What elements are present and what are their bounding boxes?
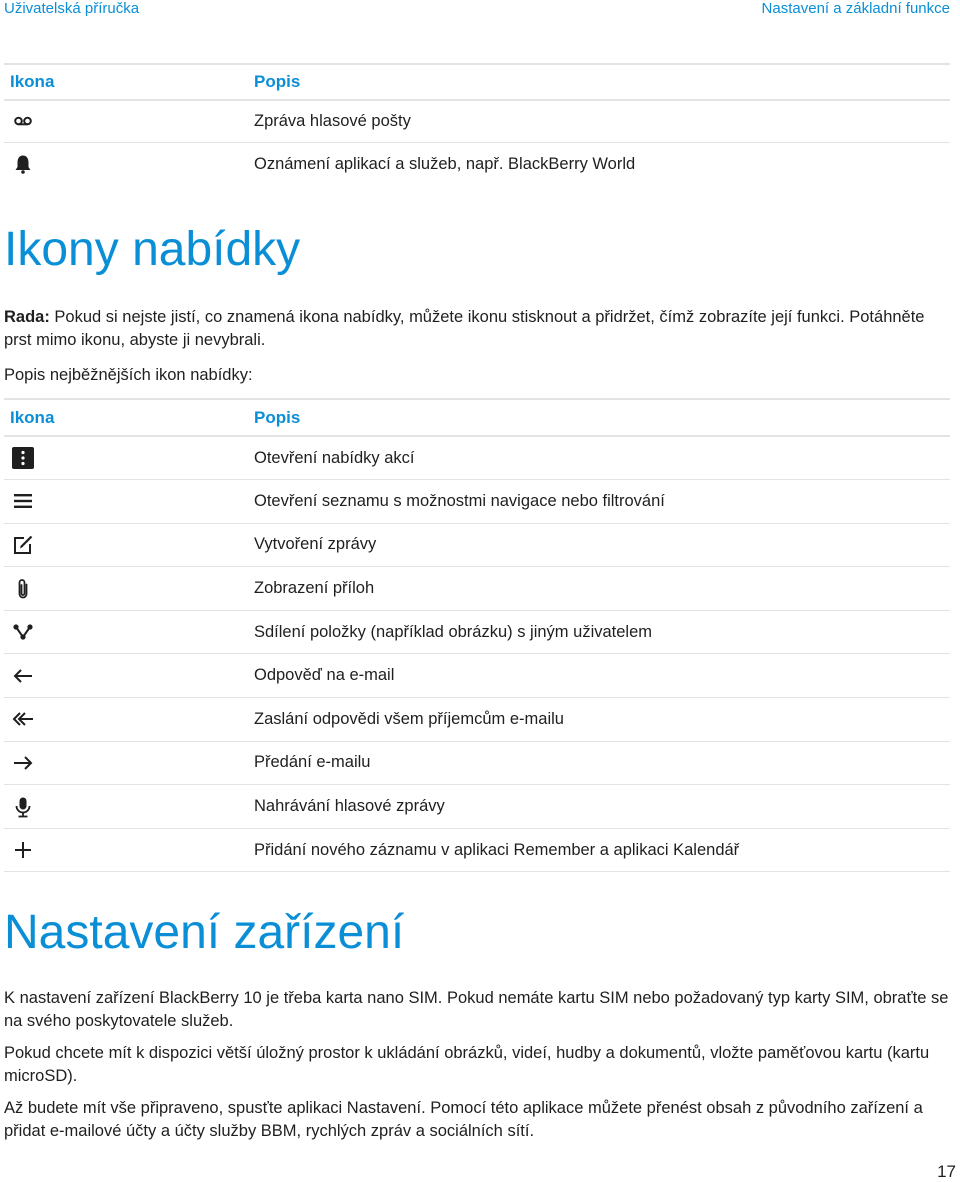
row-description: Oznámení aplikací a služeb, např. BlackBerry World xyxy=(254,154,636,173)
header-doc-title: Uživatelská příručka xyxy=(4,0,140,17)
row-description: Vytvoření zprávy xyxy=(254,535,377,554)
column-header-description: Popis xyxy=(254,72,301,91)
column-header-description: Popis xyxy=(254,407,301,427)
table-row xyxy=(4,654,950,698)
microphone-icon xyxy=(12,796,34,818)
table-row xyxy=(4,100,950,142)
forward-icon xyxy=(12,752,34,774)
menu-icons-intro: Popis nejběžnějších ikon nabídky: xyxy=(4,366,253,384)
menu-icons-table xyxy=(4,398,950,872)
row-description: Zaslání odpovědi všem příjemcům e-mailu xyxy=(254,709,564,728)
voicemail-icon xyxy=(12,110,34,132)
row-description: Otevření nabídky akcí xyxy=(254,448,415,467)
row-description: Předání e-mailu xyxy=(254,753,371,772)
column-header-icon: Ikona xyxy=(10,407,55,427)
hamburger-menu-icon xyxy=(12,490,34,512)
row-description: Otevření seznamu s možnostmi navigace nebo filtrování xyxy=(254,491,665,510)
tip-text: Pokud si nejste jistí, co znamená ikona nabídky, můžete ikonu stisknout a přidržet, čímž zobrazíte její funkci. Potáhněte prst mimo ikonu, abyste ji nevybrali. xyxy=(4,308,925,349)
table-row xyxy=(4,523,950,567)
table-row xyxy=(4,828,950,872)
row-description: Nahrávání hlasové zprávy xyxy=(254,797,445,816)
reply-icon xyxy=(12,665,34,687)
running-header xyxy=(0,0,960,24)
table-row xyxy=(4,741,950,785)
table-row xyxy=(4,142,950,186)
compose-icon xyxy=(12,534,34,556)
section-heading-device-setup: Nastavení zařízení xyxy=(4,906,405,959)
row-description: Odpověď na e-mail xyxy=(254,666,395,685)
status-icons-table xyxy=(4,63,950,186)
setup-paragraph-1: K nastavení zařízení BlackBerry 10 je třeba karta nano SIM. Pokud nemáte kartu SIM nebo požadovaný typ karty SIM, obraťte se na svého poskytovatele služeb. xyxy=(4,989,949,1030)
setup-paragraph-3: Až budete mít vše připraveno, spusťte aplikaci Nastavení. Pomocí této aplikace můžete přenést obsah z původního zařízení a přidat e-mailové účty a účty služby BBM, rychlých zpráv a sociálních sítí. xyxy=(4,1099,923,1140)
table-row xyxy=(4,436,950,480)
table-row xyxy=(4,610,950,654)
row-description: Zobrazení příloh xyxy=(254,579,375,598)
table-header-row xyxy=(4,64,950,100)
column-header-icon: Ikona xyxy=(10,72,55,91)
page-number: 17 xyxy=(937,1162,956,1181)
section-heading-menu-icons: Ikony nabídky xyxy=(4,223,301,276)
table-row xyxy=(4,785,950,829)
reply-all-icon xyxy=(12,708,34,730)
table-row xyxy=(4,480,950,524)
table-row xyxy=(4,698,950,742)
table-row xyxy=(4,567,950,611)
share-icon xyxy=(12,621,34,643)
row-description: Přidání nového záznamu v aplikaci Remember a aplikaci Kalendář xyxy=(254,840,740,859)
plus-icon xyxy=(12,839,34,861)
setup-paragraph-2: Pokud chcete mít k dispozici větší úložný prostor k ukládání obrázků, videí, hudby a dokumentů, vložte paměťovou kartu (kartu microSD). xyxy=(4,1044,930,1085)
row-description: Zpráva hlasové pošty xyxy=(254,111,411,130)
paperclip-icon xyxy=(12,578,34,600)
header-section-title: Nastavení a základní funkce xyxy=(761,0,950,17)
row-description: Sdílení položky (například obrázku) s jiným uživatelem xyxy=(254,622,653,641)
tip-paragraph xyxy=(4,306,950,352)
overflow-menu-icon xyxy=(12,447,34,469)
bell-icon xyxy=(12,153,34,175)
table-header-row xyxy=(4,399,950,436)
tip-label: Rada: xyxy=(4,308,50,326)
